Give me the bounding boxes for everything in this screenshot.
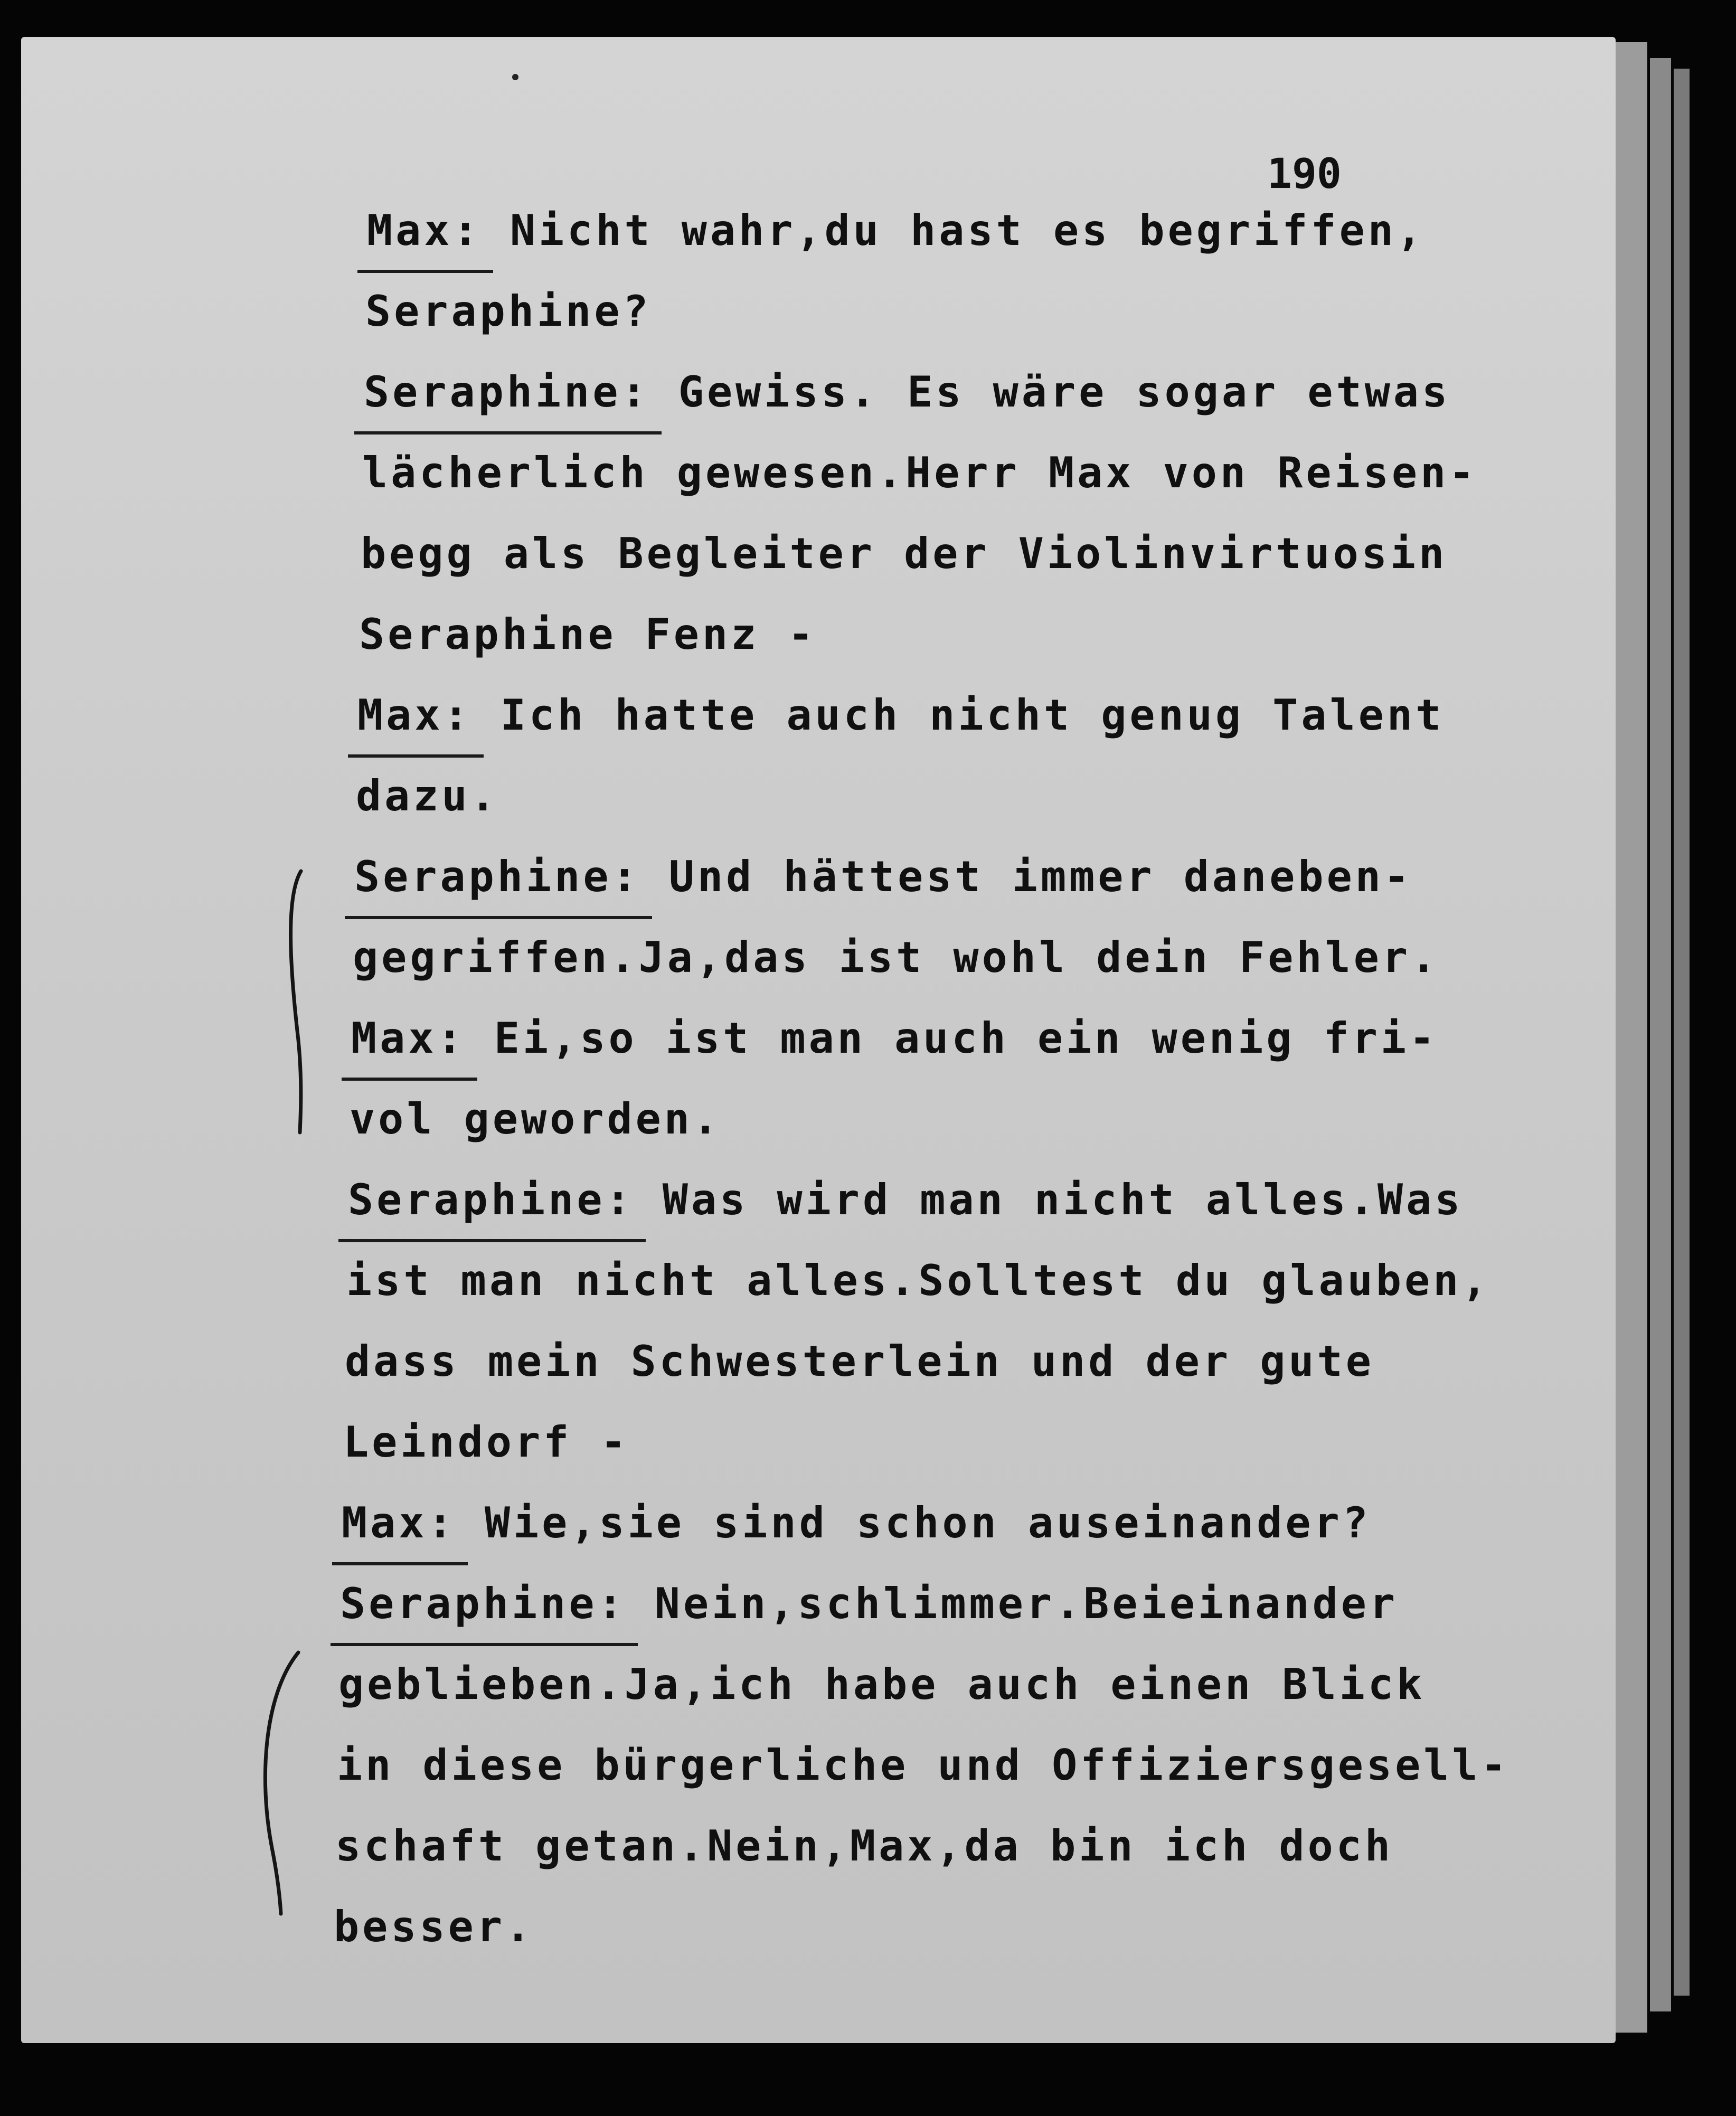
text-line <box>350 1094 721 1144</box>
text-line <box>365 287 652 336</box>
line-text: begg als Begleiter der Violinvirtuosin <box>361 529 1448 578</box>
line-text: schaft getan.Nein,Max,da bin ich doch <box>335 1821 1394 1871</box>
margin-bracket-mark <box>248 1647 306 1922</box>
text-line <box>354 852 1412 901</box>
speaker-name: Max: <box>351 1014 466 1063</box>
line-text: Nein,schlimmer.Beieinander <box>626 1579 1399 1628</box>
line-text: Gewiss. Es wäre sogar etwas <box>649 367 1451 417</box>
page-number: 190 <box>1267 150 1342 198</box>
sheet-edge <box>1674 69 1690 1996</box>
speaker-name: Seraphine: <box>348 1175 634 1224</box>
text-line <box>338 1660 1425 1709</box>
text-line <box>356 771 499 820</box>
line-text: Was wird man nicht alles.Was <box>634 1175 1464 1224</box>
ink-dot <box>512 74 518 80</box>
line-text: vol geworden. <box>350 1094 722 1144</box>
line-text: Leindorf - <box>343 1418 629 1467</box>
sheet-edge <box>1610 42 1647 2033</box>
margin-bracket-mark <box>269 866 317 1140</box>
text-line <box>337 1741 1509 1790</box>
line-text: Nicht wahr,du hast es begriffen, <box>481 206 1426 255</box>
line-text: Seraphine Fenz - <box>359 610 817 659</box>
text-line <box>334 1902 534 1951</box>
text-line <box>348 1175 1463 1224</box>
line-text: dazu. <box>356 771 499 820</box>
line-text: ist man nicht alles.Solltest du glauben, <box>346 1256 1490 1305</box>
line-text: Seraphine? <box>365 287 652 336</box>
line-text: Ich hatte auch nicht genug Talent <box>471 691 1445 740</box>
text-line <box>359 610 817 659</box>
speaker-name: Max: <box>357 691 472 740</box>
text-line <box>362 448 1477 497</box>
text-line <box>357 691 1444 740</box>
line-text: geblieben.Ja,ich habe auch einen Blick <box>338 1660 1426 1709</box>
text-line <box>353 933 1439 982</box>
speaker-name: Seraphine: <box>354 852 640 901</box>
text-line <box>342 1498 1371 1547</box>
text-line <box>364 367 1450 417</box>
speaker-name: Seraphine: <box>340 1579 626 1628</box>
text-line <box>345 1337 1374 1386</box>
text-line <box>335 1821 1393 1871</box>
text-line <box>361 529 1447 578</box>
speaker-name: Max: <box>367 206 482 255</box>
line-text: gegriffen.Ja,das ist wohl dein Fehler. <box>353 933 1440 982</box>
line-text: besser. <box>334 1902 534 1951</box>
text-line <box>340 1579 1398 1628</box>
speaker-name: Seraphine: <box>364 367 650 417</box>
text-line <box>367 206 1425 255</box>
typewritten-page <box>21 37 1616 2043</box>
line-text: Ei,so ist man auch ein wenig fri- <box>465 1014 1438 1063</box>
line-text: Wie,sie sind schon auseinander? <box>456 1498 1371 1547</box>
line-text: lächerlich gewesen.Herr Max von Reisen- <box>362 448 1478 497</box>
text-line <box>351 1014 1438 1063</box>
line-text: in diese bürgerliche und Offiziersgesell- <box>337 1741 1509 1790</box>
speaker-name: Max: <box>342 1498 456 1547</box>
line-text: Und hättest immer daneben- <box>640 852 1413 901</box>
sheet-edge <box>1650 58 1671 2011</box>
text-line <box>346 1256 1490 1305</box>
line-text: dass mein Schwesterlein und der gute <box>345 1337 1374 1386</box>
text-line <box>343 1418 629 1467</box>
